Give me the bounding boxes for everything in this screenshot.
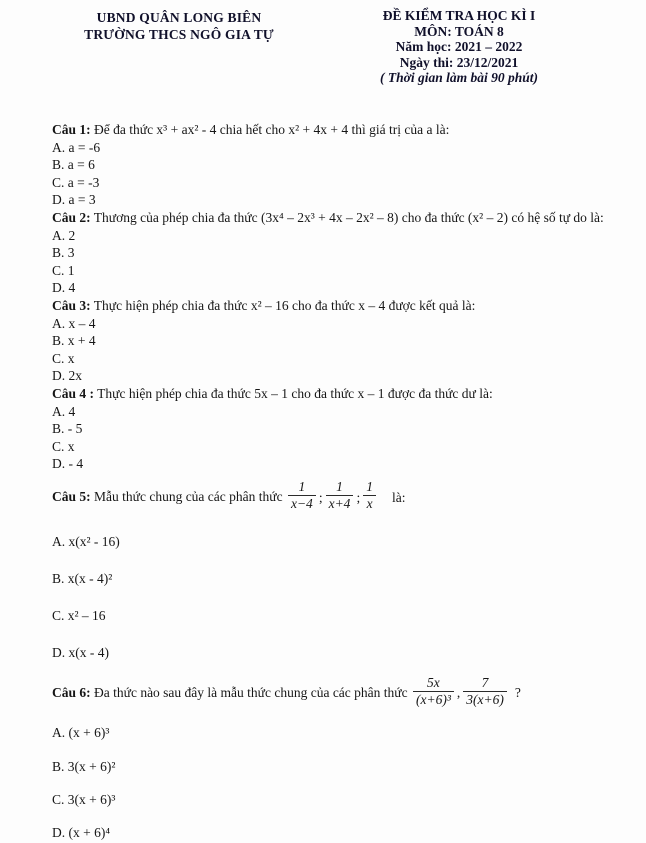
header-institution <box>34 10 324 43</box>
questions-area <box>52 121 608 841</box>
exam-duration: ( Thời gian làm bài 90 phút) <box>379 70 539 86</box>
question-2 <box>52 209 608 297</box>
question-6-body: Đa thức nào sau đây là mẫu thức chung của các phân thức <box>90 684 411 700</box>
exam-subject: MÔN: TOÁN 8 <box>414 23 504 39</box>
question-6-suffix: ? <box>514 685 521 701</box>
question-6-label: Câu 6: <box>52 684 91 700</box>
question-5-option-d: D. x(x - 4) <box>52 645 109 660</box>
question-4-option-a: A. 4 <box>52 403 76 419</box>
question-1-text <box>52 121 608 139</box>
institution-line1: UBND QUÂN LONG BIÊN <box>96 10 262 25</box>
question-3-option-d: D. 2x <box>52 368 82 384</box>
question-6-option-d: D. (x + 6)⁴ <box>52 824 111 840</box>
exam-date: Ngày thi: 23/12/2021 <box>399 54 519 70</box>
question-5-suffix: là: <box>391 489 406 505</box>
question-3-body: Thực hiện phép chia đa thức x² – 16 cho đa thức x – 4 được kết quả là: <box>90 297 476 313</box>
question-5-text <box>52 478 608 513</box>
fraction-separator: , <box>456 685 461 701</box>
fraction-7-over-3-x-plus-6: $\frac{7}{3(x+6)}$ <box>463 676 507 707</box>
question-4-option-c: C. x <box>52 438 75 454</box>
question-1-option-d: D. a = 3 <box>52 192 96 208</box>
question-2-option-a: A. 2 <box>52 227 76 243</box>
question-6-option-c: C. 3(x + 6)³ <box>52 791 116 807</box>
question-4 <box>52 385 608 473</box>
question-3 <box>52 297 608 385</box>
question-5-option-b: B. x(x - 4)² <box>52 570 113 586</box>
question-1-option-a: A. a = -6 <box>52 139 101 155</box>
exam-title: ĐỀ KIỂM TRA HỌC KÌ I <box>382 8 536 23</box>
exam-header <box>0 0 646 112</box>
question-5-body: Mẫu thức chung của các phân thức <box>90 488 286 504</box>
fraction-1-over-x-minus-4: $\frac{1}{x-4}$ <box>288 480 316 511</box>
question-4-body: Thực hiện phép chia đa thức 5x – 1 cho đa thức x – 1 được đa thức dư là: <box>94 385 493 401</box>
question-2-label: Câu 2: <box>52 209 91 225</box>
fraction-separator: ; <box>356 489 361 505</box>
question-2-text <box>52 209 608 227</box>
question-5-options <box>52 533 608 662</box>
fraction-1-over-x: $\frac{1}{x}$ <box>363 480 376 511</box>
question-2-body: Thương của phép chia đa thức (3x⁴ – 2x³ + 4x – 2x² – 8) cho đa thức (x² – 2) có hệ số tự do là: <box>90 209 604 225</box>
exam-school-year: Năm học: 2021 – 2022 <box>395 39 523 55</box>
question-6-option-b: B. 3(x + 6)² <box>52 758 116 774</box>
question-2-option-d: D. 4 <box>52 280 76 296</box>
question-3-label: Câu 3: <box>52 297 91 313</box>
question-6-option-a: A. (x + 6)³ <box>52 725 110 741</box>
fraction-1-over-x-plus-4: $\frac{1}{x+4}$ <box>326 480 354 511</box>
question-5-option-a: A. x(x² - 16) <box>52 533 120 549</box>
question-4-text <box>52 385 608 403</box>
question-6-options <box>52 724 608 841</box>
question-1-option-b: B. a = 6 <box>52 157 95 173</box>
question-3-option-a: A. x – 4 <box>52 315 96 331</box>
question-5-label: Câu 5: <box>52 488 91 504</box>
header-exam-info <box>330 8 588 86</box>
question-5 <box>52 478 608 662</box>
question-1 <box>52 121 608 209</box>
question-1-label: Câu 1: <box>52 122 91 137</box>
question-1-option-c: C. a = -3 <box>52 174 100 190</box>
question-4-label: Câu 4 : <box>52 385 95 401</box>
question-3-option-b: B. x + 4 <box>52 333 96 349</box>
question-3-text <box>52 297 608 315</box>
fraction-separator: ; <box>318 489 323 505</box>
question-1-body: Để đa thức x³ + ax² - 4 chia hết cho x² + 4x + 4 thì giá trị của a là: <box>90 122 450 137</box>
question-6 <box>52 674 608 842</box>
question-3-option-c: C. x <box>52 350 75 366</box>
fraction-5x-over-x-plus-6-cubed: $\frac{5x}{\text{(x+6)³}}$ <box>413 676 454 707</box>
question-6-text <box>52 674 608 709</box>
institution-line2: TRƯỜNG THCS NGÔ GIA TỰ <box>84 26 274 42</box>
question-2-option-c: C. 1 <box>52 262 75 278</box>
question-4-option-d: D. - 4 <box>52 456 84 472</box>
question-5-option-c: C. x² – 16 <box>52 607 106 623</box>
question-4-option-b: B. - 5 <box>52 421 83 437</box>
question-2-option-b: B. 3 <box>52 245 75 261</box>
